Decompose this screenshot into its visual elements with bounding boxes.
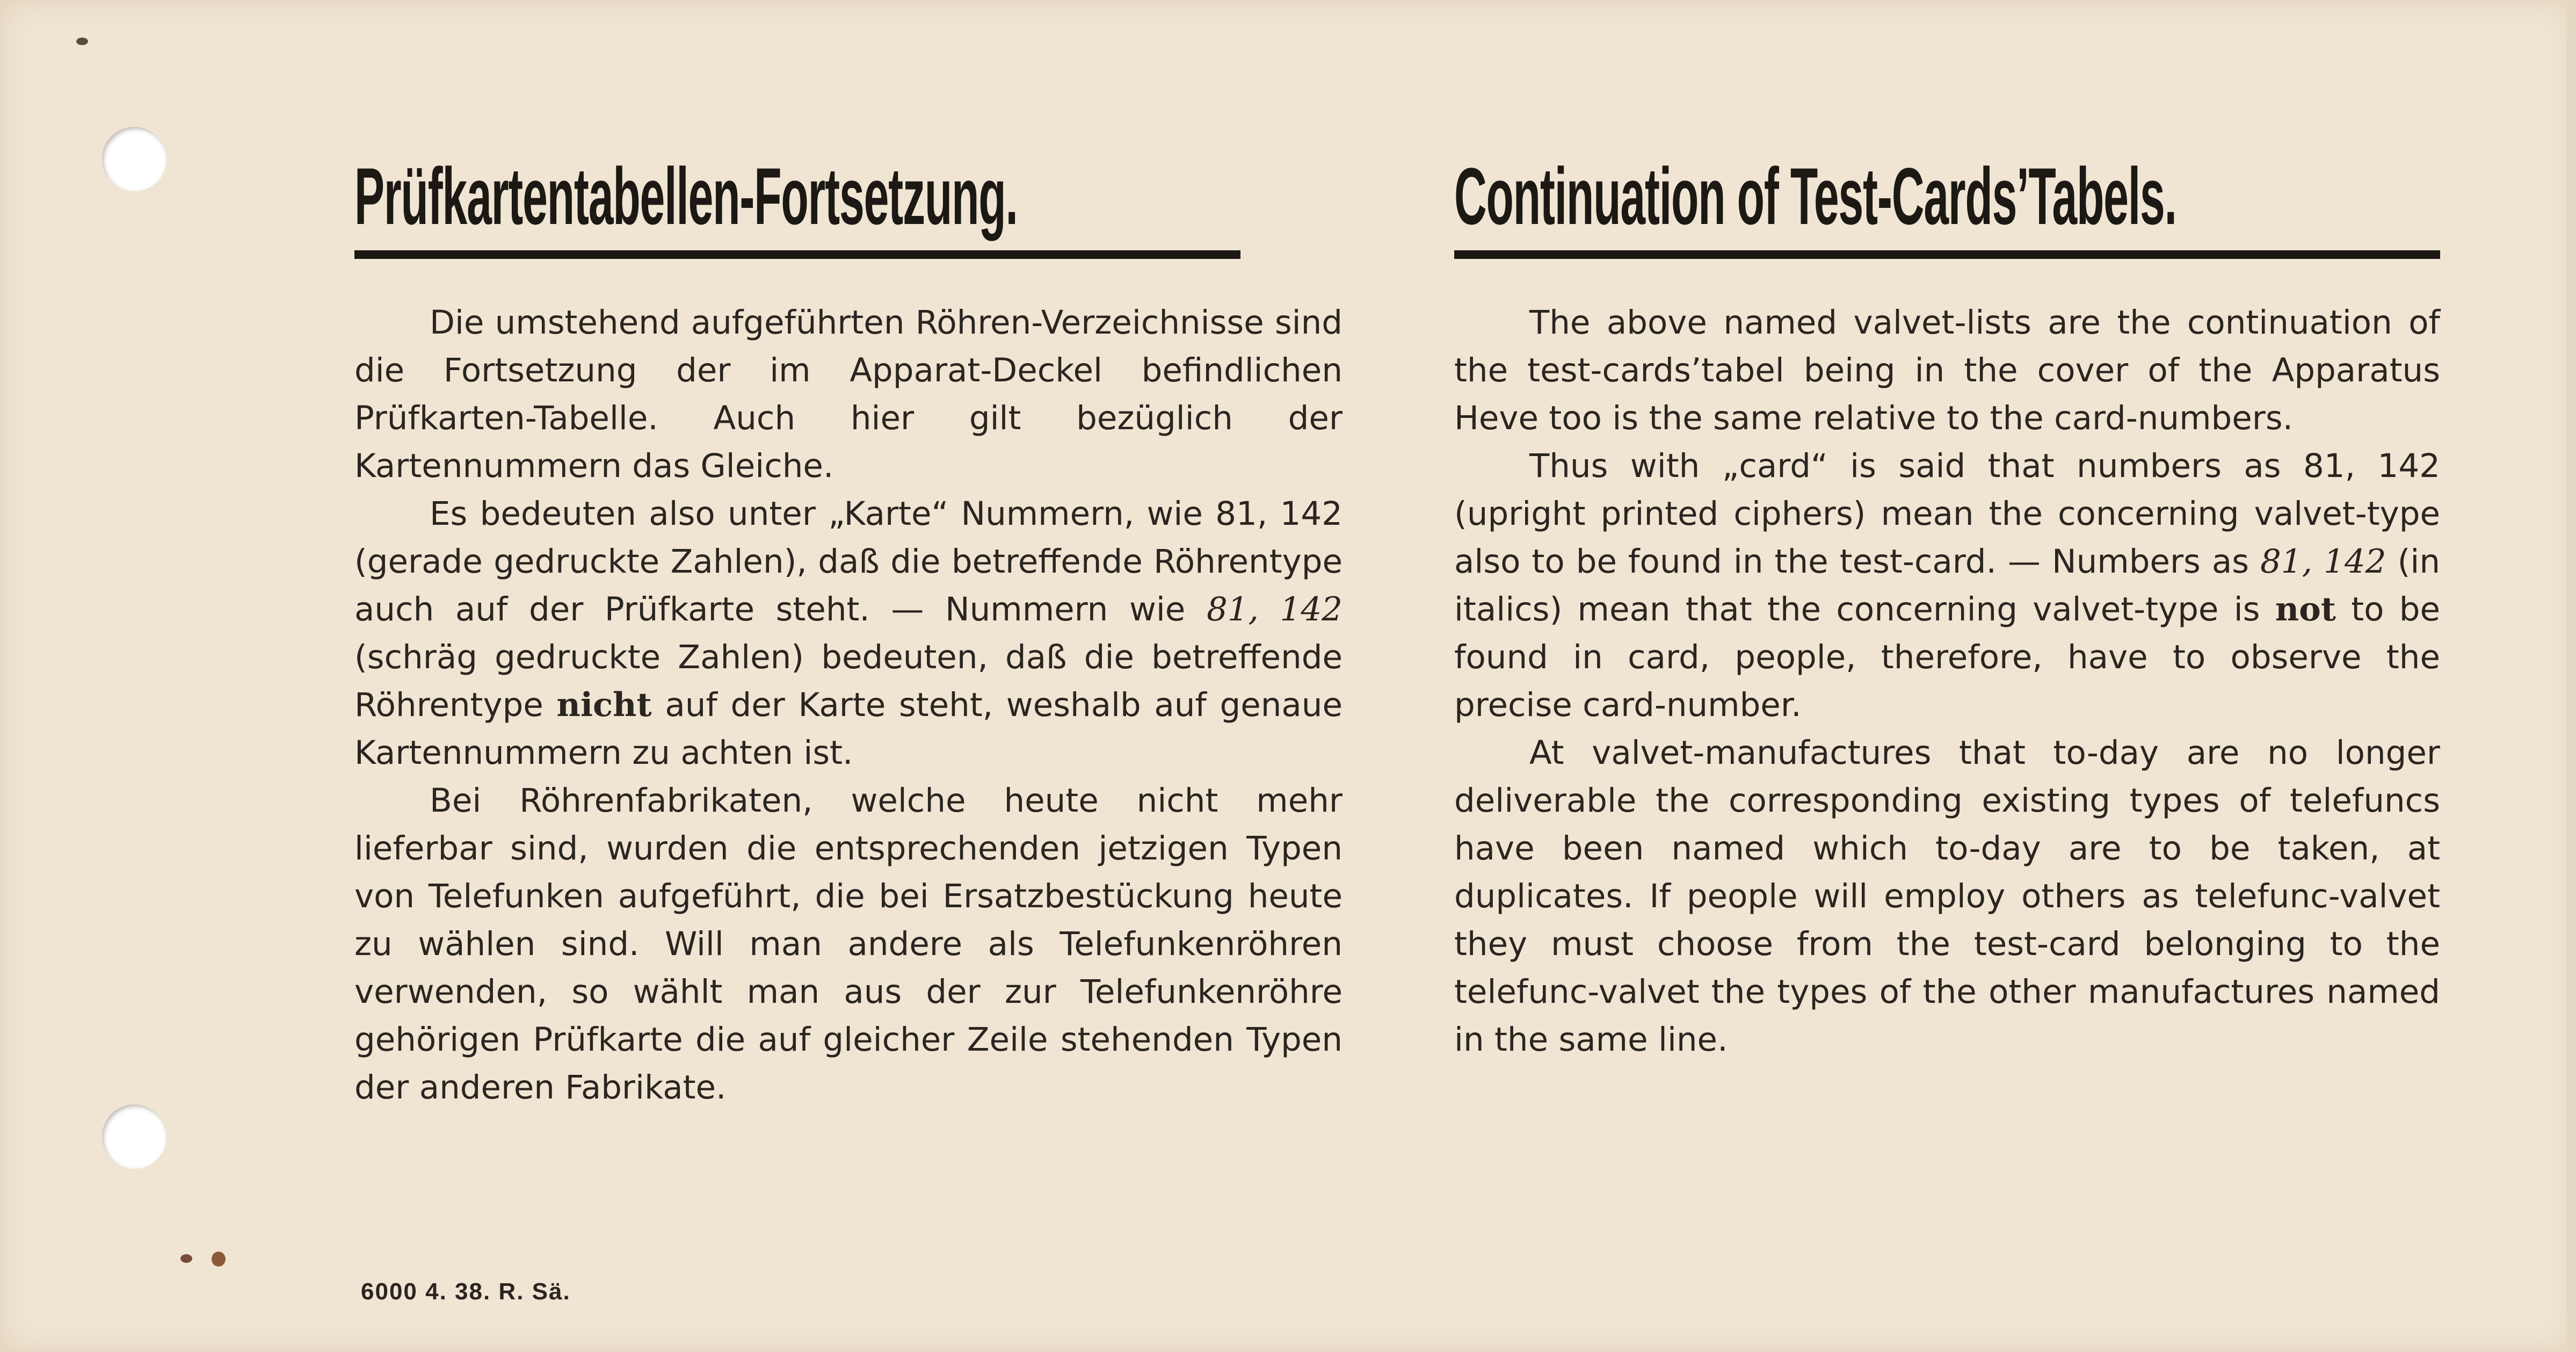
- english-paragraph-3: At valvet-manufactures that to-day are no longer deliverable the corresponding existing types of telefuncs have been named which to-day are to be taken, at duplicates. If people will employ others as telefunc-valvet they must choose from the test-card belonging to the telefunc-valvet the types of the other manufactures named in the same line.: [1454, 734, 2440, 1059]
- heading-underline: [1454, 250, 2440, 259]
- german-body: [354, 299, 1343, 1111]
- ink-speck: [76, 38, 88, 45]
- text-run: auf der Karte steht, weshalb auf genaue Kartennummern zu achten ist.: [354, 686, 1343, 772]
- text-run: Thus with „card“ is said that numbers as 81, 142 (upright printed ciphers) mean the concerning valvet-type also to be found in the test-card. — Numbers as: [1454, 447, 2440, 581]
- german-paragraph-3: Bei Röhrenfabrikaten, welche heute nicht mehr lieferbar sind, wurden die entsprechenden jetzigen Typen von Telefunken aufgeführt, die bei Ersatzbestückung heute zu wählen sind. Will man andere als Telefunkenröhren verwenden, so wählt man aus der zur Telefunkenröhre gehörigen Prüfkarte die auf gleicher Zeile stehenden Typen der anderen Fabrikate.: [354, 782, 1343, 1107]
- bold-word: nicht: [556, 686, 652, 724]
- text-run: (schräg gedruckte Zahlen) bedeuten, daß die betreffende Röhrentype: [354, 638, 1343, 724]
- card-edge: [2566, 0, 2576, 1352]
- punch-hole-bottom: [102, 1104, 166, 1169]
- bold-word: not: [2275, 590, 2336, 628]
- text-run: (in italics) mean that the concerning valvet-type is: [1454, 543, 2440, 628]
- printer-mark: 6000 4. 38. R. Sä.: [361, 1278, 571, 1305]
- german-heading: Prüfkartentabellen-Fortsetzung.: [354, 151, 1018, 241]
- english-paragraph-2: [1454, 442, 2440, 729]
- italic-numbers: 81, 142: [2260, 543, 2386, 581]
- text-run: to be found in card, people, therefore, have to observe the precise card-number.: [1454, 590, 2440, 724]
- english-paragraph-1: The above named valvet-lists are the continuation of the test-cards’tabel being in the cover of the Apparatus Heve too is the same relative to the card-numbers.: [1454, 303, 2440, 437]
- english-body: [1454, 299, 2440, 1064]
- ink-speck: [180, 1254, 192, 1263]
- text-run: Es bedeuten also unter „Karte“ Nummern, wie 81, 142 (gerade gedruckte Zahlen), daß die betreffende Röhrentype auch auf der Prüfkarte steht. — Nummern wie: [354, 495, 1343, 628]
- german-column: [354, 151, 1343, 1111]
- german-paragraph-2: [354, 490, 1343, 777]
- italic-numbers: 81, 142: [1206, 590, 1343, 628]
- english-heading: Continuation of Test-Cards’Tabels.: [1454, 151, 2176, 241]
- german-paragraph-1: Die umstehend aufgeführten Röhren-Verzeichnisse sind die Fortsetzung der im Apparat-Deckel befindlichen Prüfkarten-Tabelle. Auch hier gilt bezüglich der Kartennummern das Gleiche.: [354, 303, 1343, 485]
- english-column: [1454, 151, 2440, 1064]
- ink-speck: [212, 1252, 226, 1267]
- punch-hole-top: [102, 127, 166, 191]
- heading-underline: [354, 250, 1240, 259]
